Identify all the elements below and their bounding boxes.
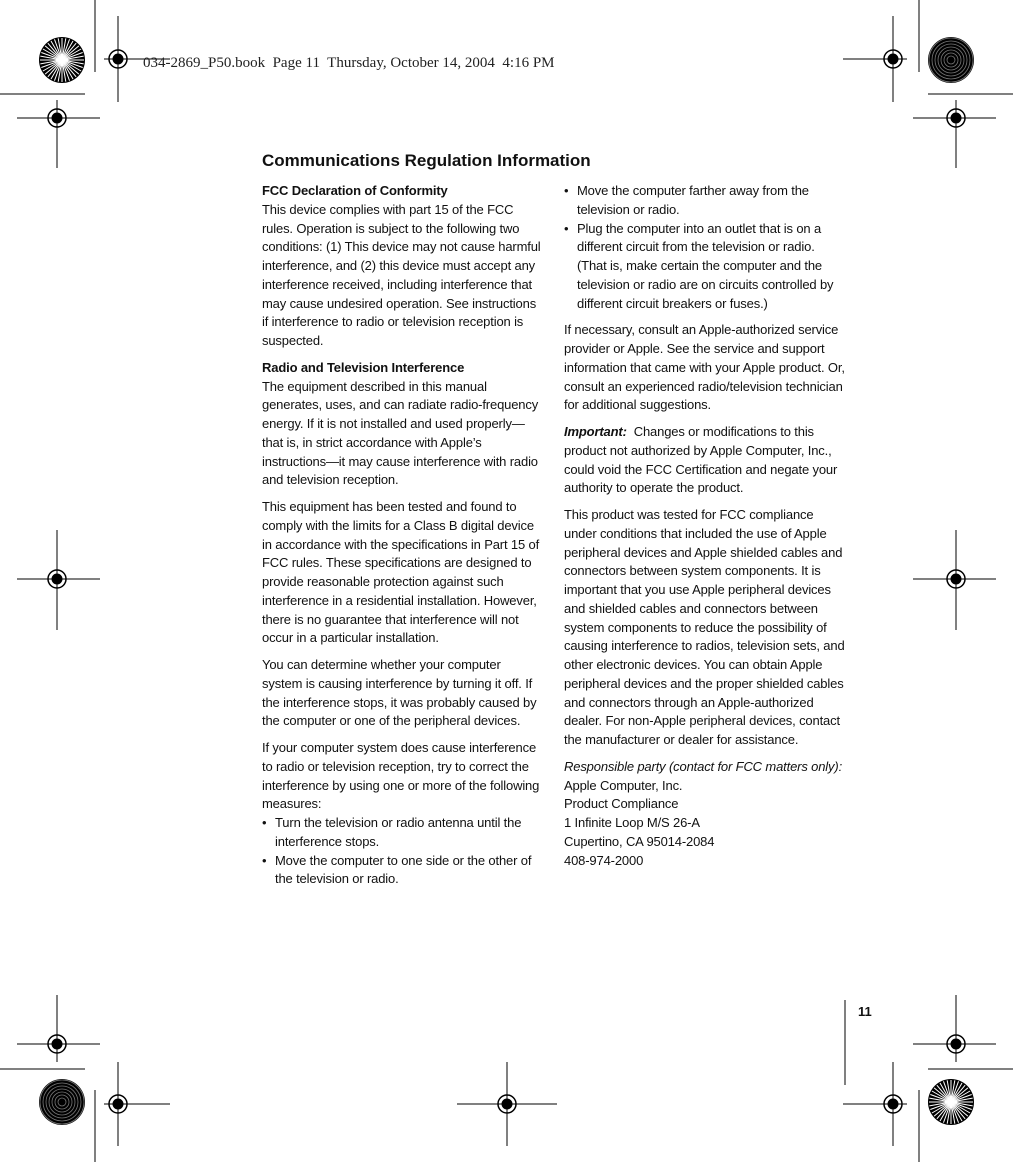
page-title: Communications Regulation Information: [262, 151, 591, 170]
left-column: [262, 182, 544, 897]
list-item: • Move the computer to one side or the other of the television or radio.: [262, 852, 532, 887]
page-number: 11: [858, 1004, 872, 1019]
address-line: Cupertino, CA 95014-2084: [564, 833, 715, 849]
rtv-heading: Radio and Television Interference: [262, 359, 465, 375]
fcc-heading: FCC Declaration of Conformity: [262, 183, 448, 198]
important-text: Changes or modifications to this product not authorized by Apple Computer, Inc., could void the FCC Certification and negate your authority to operate the product.: [564, 424, 838, 496]
right-column: [564, 182, 846, 870]
rtv-paragraph: The equipment described in this manual generates, uses, and can radiate radio-frequency energy. If it is not installed and used properly—that is, in strict accordance with Apple’s instructions—it may cause interference with radio and television reception.: [262, 378, 539, 488]
determine-paragraph: You can determine whether your computer system is causing interference by turning it off. If the interference stops, it was probably caused by the computer or one of the peripheral devices.: [262, 657, 537, 729]
important-label: Important:: [564, 424, 627, 439]
measures-list-continued: [564, 182, 846, 313]
measures-paragraph: If your computer system does cause interference to radio or television reception, try to correct the interference by using one or more of the following measures:: [262, 740, 540, 812]
address-line: 1 Infinite Loop M/S 26-A: [564, 815, 700, 830]
list-item: • Move the computer farther away from the television or radio.: [564, 183, 809, 217]
responsible-party-label: Responsible party (contact for FCC matters only):: [564, 758, 843, 774]
list-item: • Plug the computer into an outlet that is on a different circuit from the television or radio. (That is, make certain the computer and the television or radio are on circuits controlled by different circuit breakers or fuses.): [564, 220, 834, 311]
compliance-paragraph: This product was tested for FCC compliance under conditions that included the use of Apple peripheral devices and Apple shielded cables and connectors between system components. It is important that you use Apple peripheral devices and shielded cables and connectors between system components to reduce the possibility of causing interference to radios, television sets, and other electronic devices. You can obtain Apple peripheral devices and the proper shielded cables and connectors through an Apple-authorized dealer. For non-Apple peripheral devices, contact the manufacturer or dealer for assistance.: [564, 507, 845, 747]
measures-list: [262, 814, 544, 889]
tested-paragraph: This equipment has been tested and found to comply with the limits for a Class B digital device in accordance with the specifications in Part 15 of FCC rules. These specifications are designed to provide reasonable protection against such interference in a residential installation. However, there is no guarantee that interference will not occur in a particular installation.: [262, 499, 540, 646]
address-block: [564, 777, 846, 871]
address-line: 408-974-2000: [564, 852, 644, 868]
list-item: • Turn the television or radio antenna until the interference stops.: [262, 815, 522, 849]
address-line: Product Compliance: [564, 796, 679, 812]
address-line: Apple Computer, Inc.: [564, 777, 683, 793]
important-paragraph: [564, 423, 846, 498]
print-slug: 034-2869_P50.book Page 11 Thursday, October 14, 2004 4:16 PM: [143, 55, 555, 71]
fcc-paragraph: This device complies with part 15 of the FCC rules. Operation is subject to the following two conditions: (1) This device may not cause harmful interference, and (2) this device must accept any interference received, including interference that may cause undesired operation. See instructions if interference to radio or television reception is suspected.: [262, 201, 541, 348]
consult-paragraph: If necessary, consult an Apple-authorized service provider or Apple. See the service and support information that came with your Apple product. Or, consult an experienced radio/television technician for additional suggestions.: [564, 322, 845, 413]
